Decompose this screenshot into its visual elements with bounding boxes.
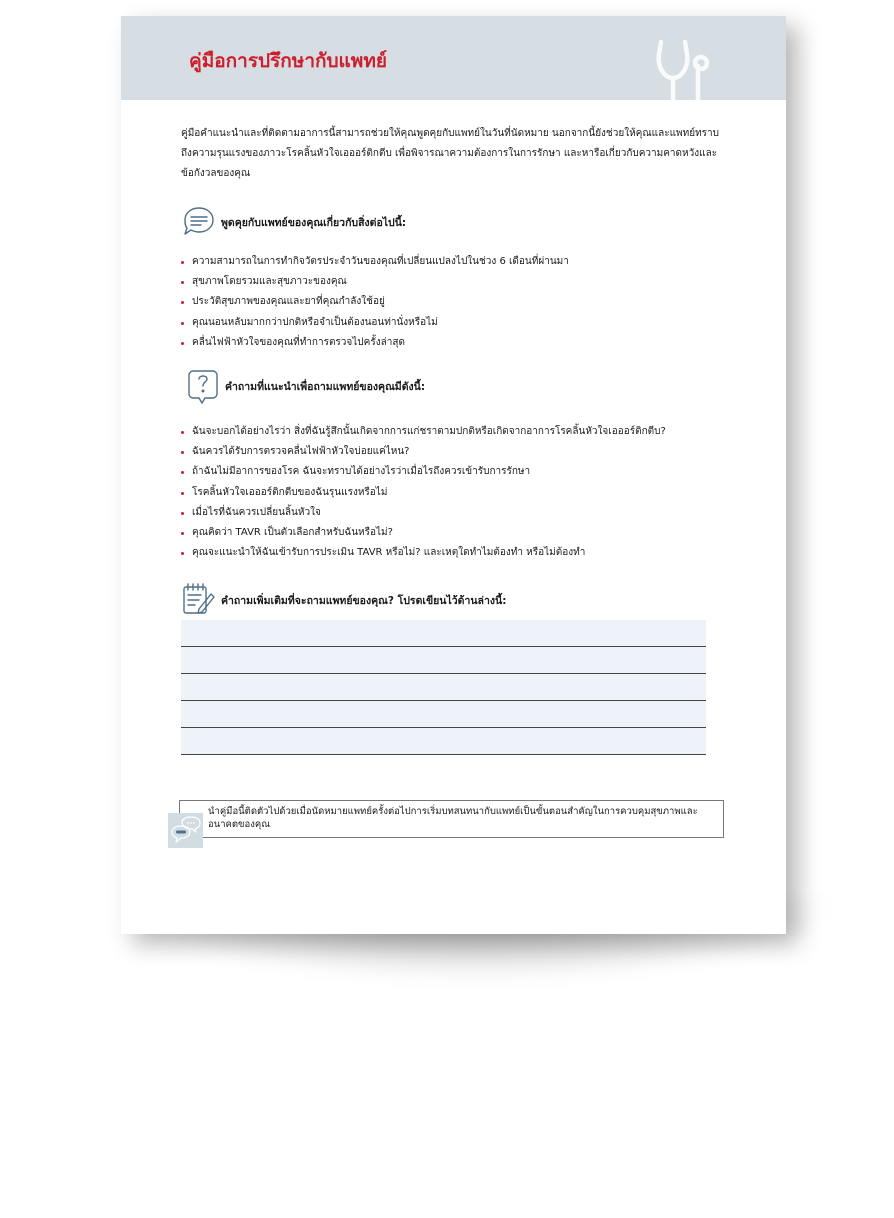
section-heading: พูดคุยกับแพทย์ของคุณเกี่ยวกับสิ่งต่อไปนี้: bbox=[221, 216, 407, 229]
reminder-note-box bbox=[179, 800, 724, 838]
writing-line[interactable] bbox=[181, 647, 706, 674]
writing-line[interactable] bbox=[181, 674, 706, 701]
list-item: ฉันจะบอกได้อย่างไรว่า สิ่งที่ฉันรู้สึกนั้นเกิดจากการแก่ชราตามปกติหรือเกิดจากอาการโรคลิ้นหัวใจเอออร์ติกตีบ? bbox=[181, 422, 741, 442]
section-extra-heading bbox=[181, 582, 506, 618]
writing-lines bbox=[181, 620, 706, 755]
list-item: คุณจะแนะนำให้ฉันเข้ารับการประเมิน TAVR หรือไม่? และเหตุใดทำไมต้องทำ หรือไม่ต้องทำ bbox=[181, 543, 741, 563]
list-item: คุณนอนหลับมากกว่าปกติหรือจำเป็นต้องนอนท่านั่งหรือไม่ bbox=[181, 313, 741, 333]
page-title: คู่มือการปรึกษากับแพทย์ bbox=[189, 50, 387, 72]
list-item: คุณคิดว่า TAVR เป็นตัวเลือกสำหรับฉันหรือไม่? bbox=[181, 523, 741, 543]
list-item: โรคลิ้นหัวใจเอออร์ติกตีบของฉันรุนแรงหรือไม่ bbox=[181, 483, 741, 503]
writing-line[interactable] bbox=[181, 701, 706, 728]
section-heading: คำถามเพิ่มเติมที่จะถามแพทย์ของคุณ? โปรดเขียนไว้ด้านล่างนี้: bbox=[221, 594, 507, 607]
questions-list bbox=[181, 422, 741, 563]
notepad-pencil-icon bbox=[181, 582, 217, 618]
header-banner bbox=[121, 16, 786, 100]
talk-list bbox=[181, 252, 741, 353]
list-item: ฉันควรได้รับการตรวจคลื่นไฟฟ้าหัวใจบ่อยแค่ไหน? bbox=[181, 442, 741, 462]
list-item: ประวัติสุขภาพของคุณและยาที่คุณกำลังใช้อยู่ bbox=[181, 292, 741, 312]
chat-bubbles-icon-box bbox=[168, 813, 203, 848]
reminder-note-text: นำคู่มือนี้ติดตัวไปด้วยเมื่อนัดหมายแพทย์ครั้งต่อไปการเริ่มบทสนทนากับแพทย์เป็นขั้นตอนสำคัญในการควบคุมสุขภาพและอนาคตของคุณ bbox=[208, 806, 698, 830]
section-heading: คำถามที่แนะนำเพื่อถามแพทย์ของคุณมีดังนี้: bbox=[225, 380, 426, 393]
chat-bubbles-icon bbox=[168, 813, 203, 848]
stethoscope-icon bbox=[651, 36, 721, 100]
list-item: ความสามารถในการทำกิจวัตรประจำวันของคุณที่เปลี่ยนแปลงไปในช่วง 6 เดือนที่ผ่านมา bbox=[181, 252, 741, 272]
list-item: เมื่อไรที่ฉันควรเปลี่ยนลิ้นหัวใจ bbox=[181, 503, 741, 523]
list-item: ถ้าฉันไม่มีอาการของโรค ฉันจะทราบได้อย่างไรว่าเมื่อไรถึงควรเข้ารับการรักษา bbox=[181, 462, 741, 482]
writing-line[interactable] bbox=[181, 728, 706, 755]
question-bubble-icon bbox=[185, 368, 221, 404]
intro-paragraph: คู่มือคำแนะนำและที่ติดตามอาการนี้สามารถช่วยให้คุณพูดคุยกับแพทย์ในวันที่นัดหมาย นอกจากนี้ยังช่วยให้คุณและแพทย์ทราบถึงความรุนแรงของภาวะโรคลิ้นหัวใจเอออร์ติกตีบ เพื่อพิจารณาความต้องการในการรักษา และหารือเกี่ยวกับความคาดหวังและข้อกังวลของคุณ bbox=[181, 128, 719, 179]
list-item: สุขภาพโดยรวมและสุขภาวะของคุณ bbox=[181, 272, 741, 292]
list-item: คลื่นไฟฟ้าหัวใจของคุณที่ทำการตรวจไปครั้งล่าสุด bbox=[181, 333, 741, 353]
section-talk-heading bbox=[181, 204, 406, 240]
speech-bubble-icon bbox=[181, 204, 217, 240]
document-page bbox=[121, 16, 786, 934]
section-questions-heading bbox=[185, 368, 425, 404]
writing-line[interactable] bbox=[181, 620, 706, 647]
